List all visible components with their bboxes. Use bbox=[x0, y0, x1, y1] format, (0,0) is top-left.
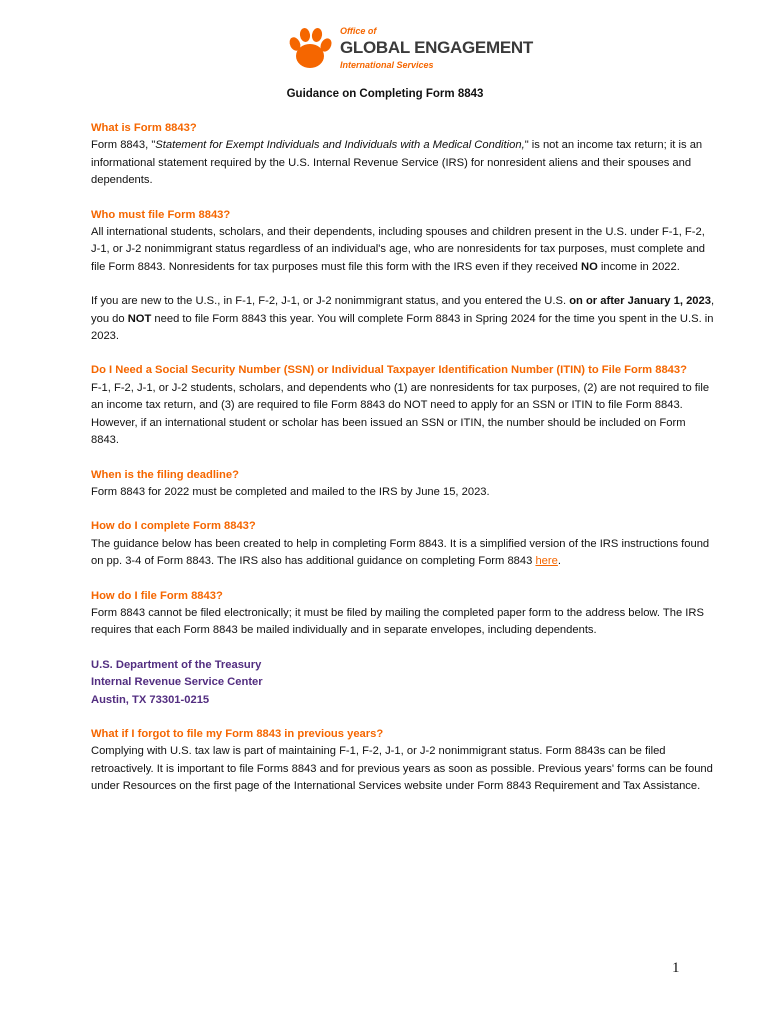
logo-office-of: Office of bbox=[340, 26, 377, 36]
heading-who-must-file: Who must file Form 8843? bbox=[91, 208, 231, 221]
heading-ssn-itin: Do I Need a Social Security Number (SSN) or Individual Taxpayer Identification Number (ITIN) to File Form 8843? bbox=[91, 364, 687, 377]
heading-how-complete: How do I complete Form 8843? bbox=[91, 520, 256, 533]
global-engagement-logo bbox=[286, 24, 533, 76]
heading-how-file: How do I file Form 8843? bbox=[91, 589, 223, 602]
document-body bbox=[91, 120, 715, 796]
heading-filing-deadline: When is the filing deadline? bbox=[91, 468, 239, 481]
address-line-2: Internal Revenue Service Center bbox=[91, 676, 263, 689]
paragraph-new-to-us: If you are new to the U.S., in F-1, F-2, J-1, or J-2 nonimmigrant status, and you entered the U.S. on or after January 1, 2023, you do NOT need to file Form 8843 this year. You will complete Form 8843 in Spring 2024 for the time you spent in the U.S. in 2023. bbox=[91, 295, 715, 343]
paragraph-how-file: Form 8843 cannot be filed electronically; it must be filed by mailing the completed paper form to the address below. The IRS requires that each Form 8843 be mailed individually and in separate envelopes, including dependents. bbox=[91, 606, 704, 637]
page-number: 1 bbox=[672, 960, 680, 976]
address-line-1: U.S. Department of the Treasury bbox=[91, 658, 262, 671]
paragraph-forgot-to-file: Complying with U.S. tax law is part of maintaining F-1, F-2, J-1, or J-2 nonimmigrant status. Form 8843s can be filed retroactively. It is important to file Forms 8843 and for previous years as soon as possible. Previous years' forms can be found under Resources on the first page of the International Services website under Form 8843 Requirement and Tax Assistance. bbox=[91, 745, 713, 793]
tiger-paw-icon bbox=[286, 26, 332, 72]
paragraph-ssn-itin: F-1, F-2, J-1, or J-2 students, scholars, and dependents who (1) are nonresidents for tax purposes, (2) are not required to file an income tax return, and (3) are required to file Form 8843 do NOT need to apply for an SSN or ITIN to file Form 8843. However, if an international student or scholar has been issued an SSN or ITIN, the number should be included on Form 8843. bbox=[91, 381, 710, 447]
paragraph-how-complete: The guidance below has been created to help in completing Form 8843. It is a simplified version of the IRS instructions found on pp. 3-4 of Form 8843. The IRS also has additional guidance on completing Form 8843 here. bbox=[91, 537, 710, 568]
paragraph-what-is-form: Form 8843, "Statement for Exempt Individuals and Individuals with a Medical Condition," is not an income tax return; it is an informational statement required by the U.S. Internal Revenue Service (IRS) for nonresident aliens and their spouses and dependents. bbox=[91, 139, 703, 187]
paragraph-filing-deadline: Form 8843 for 2022 must be completed and mailed to the IRS by June 15, 2023. bbox=[91, 485, 490, 498]
page-title: Guidance on Completing Form 8843 bbox=[286, 88, 484, 100]
heading-forgot-to-file: What if I forgot to file my Form 8843 in previous years? bbox=[91, 727, 384, 740]
logo-global-engagement: GLOBAL ENGAGEMENT bbox=[340, 38, 533, 57]
paragraph-who-must-file: All international students, scholars, and their dependents, including spouses and children present in the U.S. under F-1, F-2, J-1, or J-2 nonimmigrant status regardless of an individual's age, who are nonresidents for tax purposes, must complete and file Form 8843. Nonresidents for tax purposes must file this form with the IRS even if they received NO income in 2022. bbox=[91, 226, 706, 273]
address-line-3: Austin, TX 73301-0215 bbox=[91, 693, 210, 706]
irs-guidance-link[interactable]: here bbox=[535, 555, 558, 568]
heading-what-is-form: What is Form 8843? bbox=[91, 122, 197, 134]
logo-international-services: International Services bbox=[340, 60, 434, 70]
